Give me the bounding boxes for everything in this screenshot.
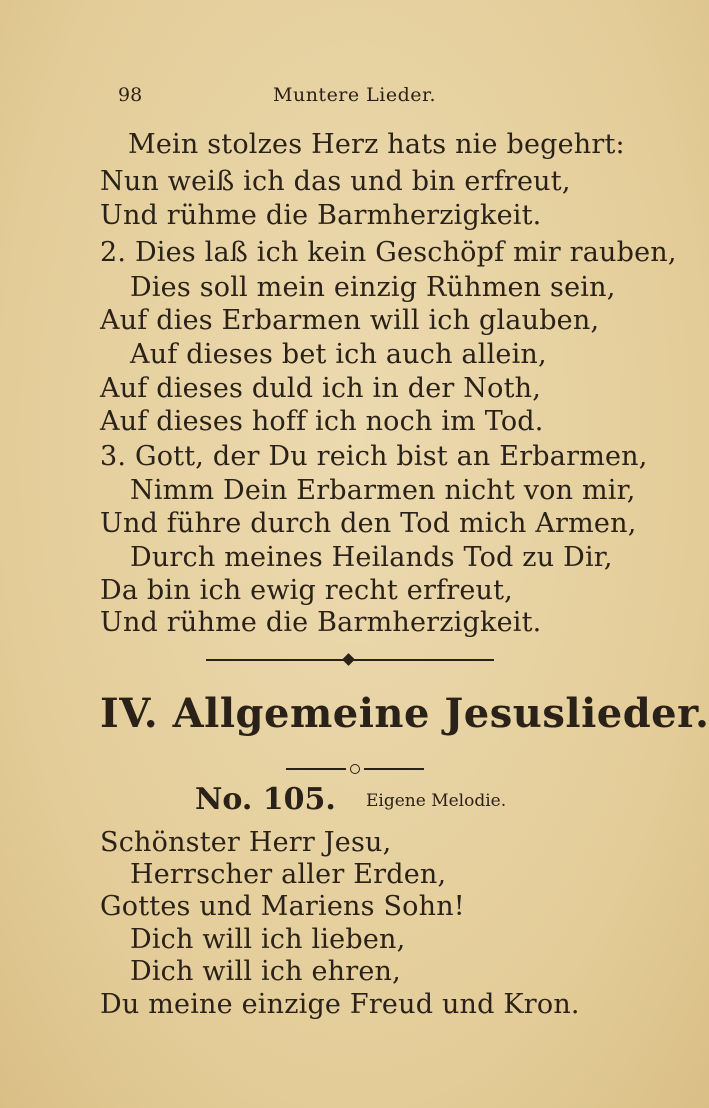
verse-line: Auf dieses duld ich in der Noth, bbox=[100, 373, 541, 404]
verse-line: Durch meines Heilands Tod zu Dir, bbox=[130, 542, 613, 573]
verse-line: 2. Dies laß ich kein Geschöpf mir rauben, bbox=[100, 237, 677, 268]
verse-line: Nimm Dein Erbarmen nicht von mir, bbox=[130, 475, 636, 506]
hymn-number: No. 105. bbox=[195, 782, 336, 817]
verse-line: Auf dieses hoff ich noch im Tod. bbox=[100, 406, 544, 437]
rule-left bbox=[286, 768, 346, 770]
running-title: Muntere Lieder. bbox=[273, 84, 437, 106]
verse-line: Nun weiß ich das und bin erfreut, bbox=[100, 166, 571, 197]
verse-line: 3. Gott, der Du reich bist an Erbarmen, bbox=[100, 441, 648, 472]
small-ornament-rule bbox=[286, 764, 426, 774]
verse-line: Da bin ich ewig recht erfreut, bbox=[100, 575, 513, 606]
verse-line: Dies soll mein einzig Rühmen sein, bbox=[130, 272, 616, 303]
hymn-line: Gottes und Mariens Sohn! bbox=[100, 891, 465, 922]
hymn-line: Du meine einzige Freud und Kron. bbox=[100, 989, 580, 1020]
hymn-line: Dich will ich ehren, bbox=[130, 956, 401, 987]
rule-circle bbox=[350, 764, 360, 774]
verse-line: Und führe durch den Tod mich Armen, bbox=[100, 508, 637, 539]
hymn-line: Schönster Herr Jesu, bbox=[100, 827, 392, 858]
verse-line: Und rühme die Barmherzigkeit. bbox=[100, 607, 542, 638]
running-head bbox=[118, 84, 548, 114]
rule-diamond bbox=[342, 653, 355, 666]
verse-line: Auf dieses bet ich auch allein, bbox=[130, 339, 547, 370]
ornamental-rule bbox=[206, 658, 494, 662]
hymn-line: Dich will ich lieben, bbox=[130, 924, 406, 955]
page-number: 98 bbox=[118, 84, 143, 106]
verse-line: Und rühme die Barmherzigkeit. bbox=[100, 200, 542, 231]
section-title: IV. Allgemeine Jesuslieder. bbox=[100, 690, 709, 737]
rule-right bbox=[364, 768, 424, 770]
verse-line: Auf dies Erbarmen will ich glauben, bbox=[100, 305, 600, 336]
verse-line: Mein stolzes Herz hats nie begehrt: bbox=[128, 129, 625, 160]
hymn-line: Herrscher aller Erden, bbox=[130, 859, 447, 890]
melody-note: Eigene Melodie. bbox=[366, 791, 507, 811]
